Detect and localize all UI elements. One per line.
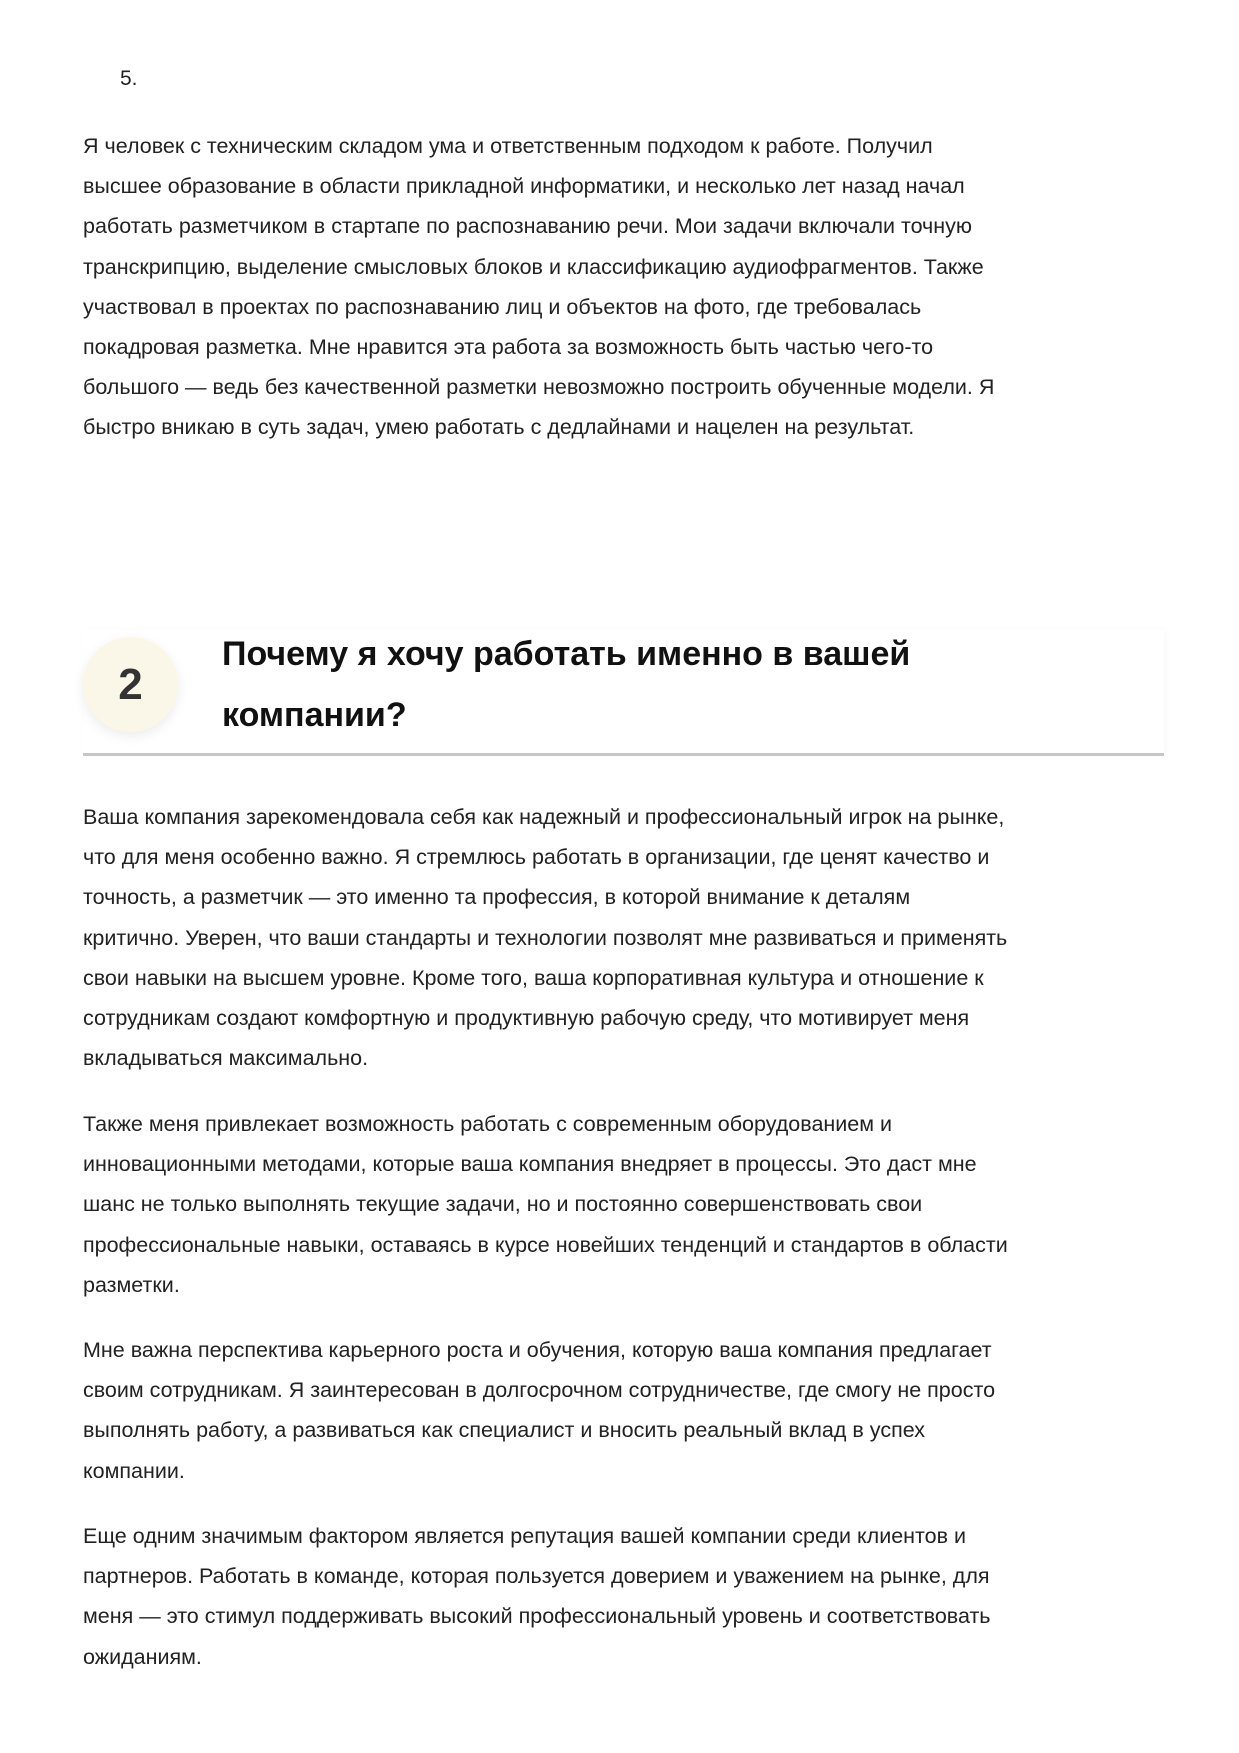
title-line: Почему я хочу работать именно в вашей <box>222 635 911 673</box>
text-line: своим сотрудникам. Я заинтересован в долгосрочном сотрудничестве, где смогу не просто <box>83 1378 996 1403</box>
text-line: Также меня привлекает возможность работать с современным оборудованием и <box>83 1112 893 1136</box>
text-line: выполнять работу, а развиваться как специалист и вносить реальный вклад в успех <box>83 1418 925 1443</box>
text-line: Еще одним значимым фактором является репутация вашей компании среди клиентов и <box>83 1524 967 1548</box>
title-line: компании? <box>222 696 407 734</box>
text-line: свои навыки на высшем уровне. Кроме того, ваша корпоративная культура и отношение к <box>83 965 984 990</box>
section-paragraph <box>83 1516 991 1677</box>
text-line: покадровая разметка. Мне нравится эта работа за возможность быть частью чего-то <box>83 335 934 360</box>
text-line: компании. <box>83 1458 185 1483</box>
text-line: партнеров. Работать в команде, которая пользуется доверием и уважением на рынке, для <box>83 1564 990 1589</box>
text-line: участвовал в проектах по распознаванию лиц и объектов на фото, где требовалась <box>83 294 922 319</box>
text-line: транскрипцию, выделение смысловых блоков и классификацию аудиофрагментов. Также <box>83 254 984 279</box>
section-divider <box>83 753 1164 756</box>
text-line: критично. Уверен, что ваши стандарты и технологии позволят мне развиваться и применять <box>83 925 1008 950</box>
list-marker: 5. <box>120 67 138 90</box>
section-paragraph <box>83 797 1007 1078</box>
text-line: Ваша компания зарекомендовала себя как надежный и профессиональный игрок на рынке, <box>83 805 1005 829</box>
intro-paragraph <box>83 126 994 448</box>
text-line: вкладываться максимально. <box>83 1046 369 1071</box>
text-line: разметки. <box>83 1272 180 1297</box>
text-line: высшее образование в области прикладной информатики, и несколько лет назад начал <box>83 174 965 199</box>
section-paragraph <box>83 1330 995 1491</box>
text-line: профессиональные навыки, оставаясь в курсе новейших тенденций и стандартов в области <box>83 1232 1008 1257</box>
text-line: шанс не только выполнять текущие задачи, но и постоянно совершенствовать свои <box>83 1192 923 1217</box>
text-line: инновационными методами, которые ваша компания внедряет в процессы. Это даст мне <box>83 1152 977 1177</box>
section-paragraph <box>83 1104 1008 1305</box>
section-number-badge: 2 <box>83 637 178 732</box>
text-line: меня — это стимул поддерживать высокий профессиональный уровень и соответствовать <box>83 1604 991 1629</box>
text-line: ожиданиям. <box>83 1644 202 1669</box>
text-line: Я человек с техническим складом ума и ответственным подходом к работе. Получил <box>83 134 933 158</box>
text-line: Мне важна перспектива карьерного роста и обучения, которую ваша компания предлагает <box>83 1338 992 1362</box>
text-line: что для меня особенно важно. Я стремлюсь работать в организации, где ценят качество и <box>83 845 990 870</box>
text-line: сотрудникам создают комфортную и продуктивную рабочую среду, что мотивирует меня <box>83 1006 970 1031</box>
text-line: быстро вникаю в суть задач, умею работать с дедлайнами и нацелен на результат. <box>83 415 915 440</box>
text-line: работать разметчиком в стартапе по распознаванию речи. Мои задачи включали точную <box>83 214 973 239</box>
section-title <box>222 624 910 746</box>
text-line: большого — ведь без качественной разметки невозможно построить обученные модели. Я <box>83 375 995 400</box>
text-line: точность, а разметчик — это именно та профессия, в которой внимание к деталям <box>83 885 911 910</box>
